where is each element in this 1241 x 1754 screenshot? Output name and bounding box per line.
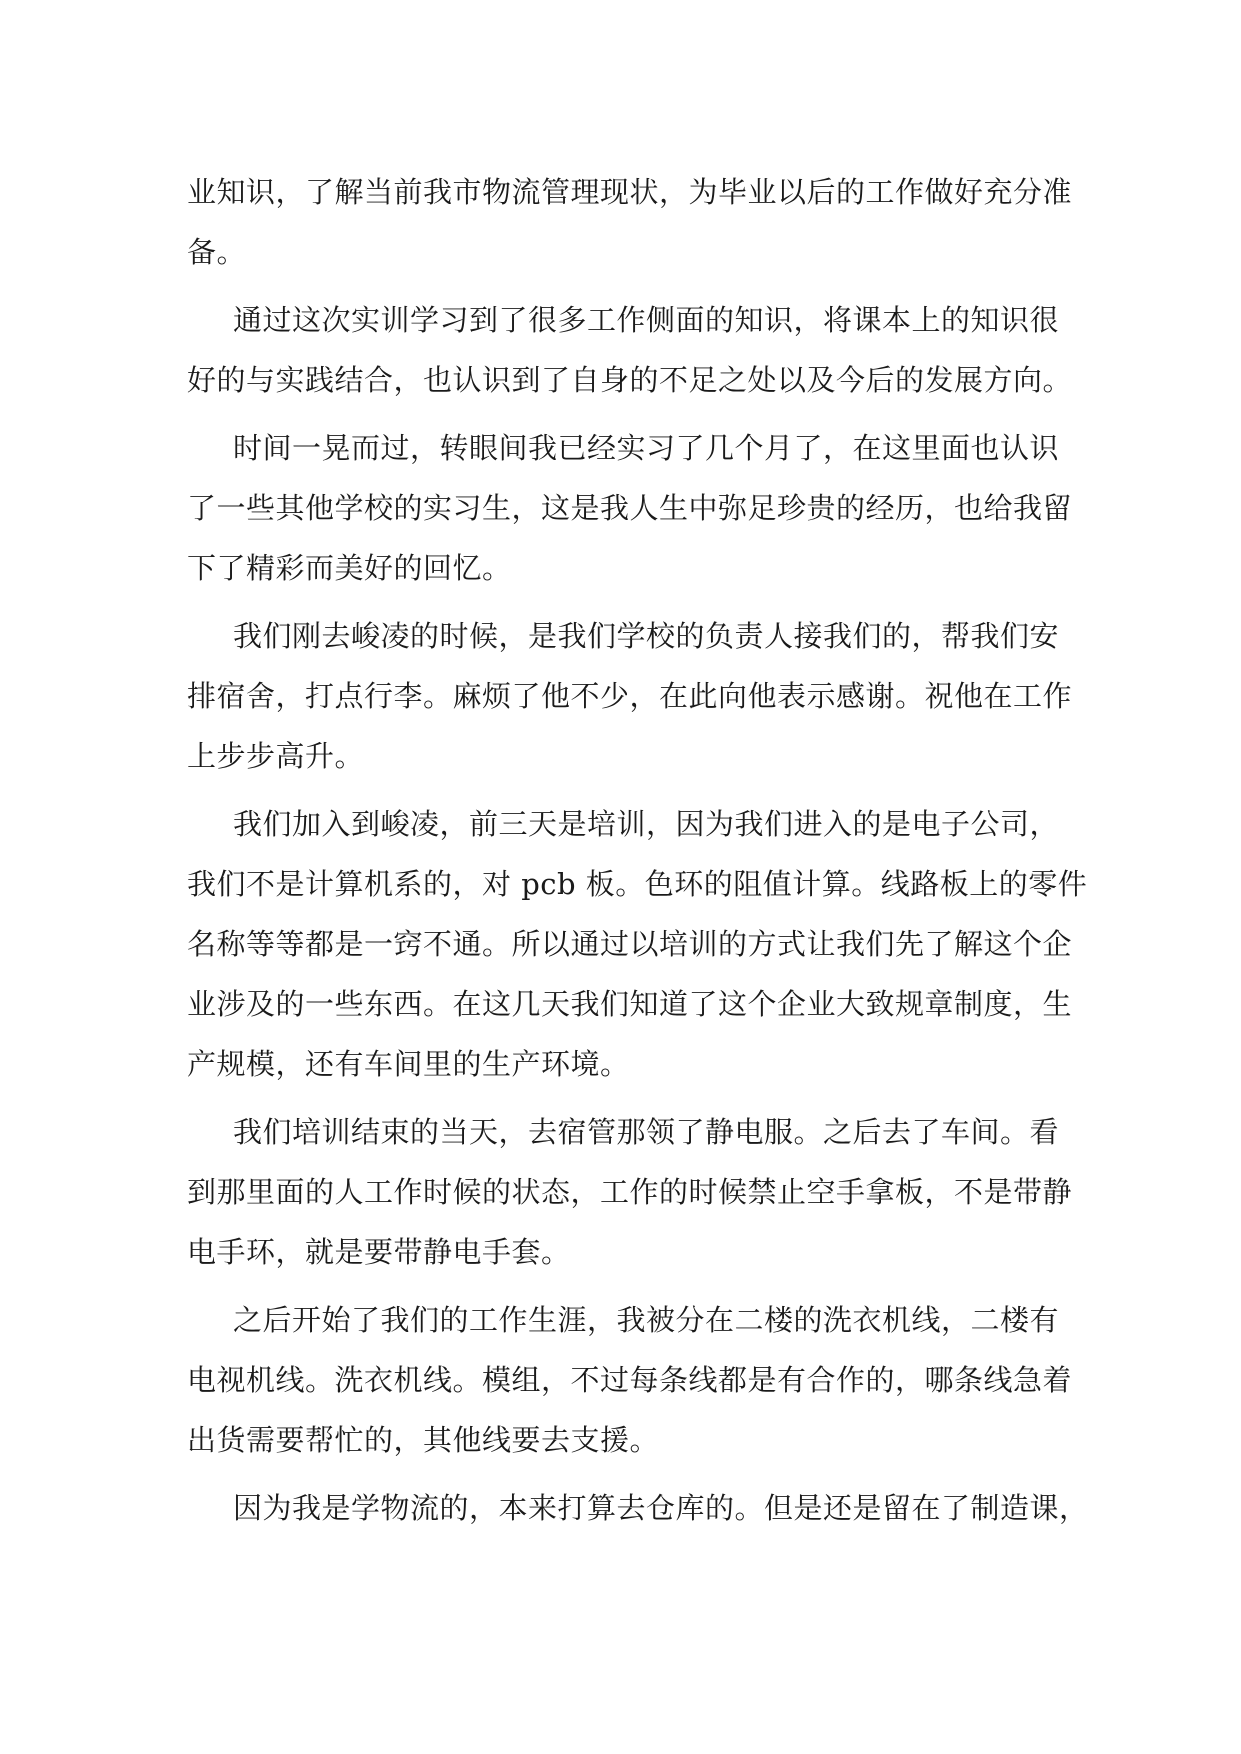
paragraph-4 <box>187 606 1073 786</box>
text-line: 之后开始了我们的工作生涯，我被分在二楼的洗衣机线，二楼有 <box>233 1303 1060 1337</box>
text-line: 我们培训结束的当天，去宿管那领了静电服。之后去了车间。看 <box>233 1115 1060 1149</box>
document-body <box>187 162 1089 1546</box>
text-line: 我们加入到峻凌，前三天是培训，因为我们进入的是电子公司， <box>233 807 1060 841</box>
text-line: 下了精彩而美好的回忆。 <box>187 551 512 585</box>
text-line: 我们不是计算机系的，对 pcb 板。色环的阻值计算。线路板上的零件 <box>187 867 1088 901</box>
text-line: 电手环，就是要带静电手套。 <box>187 1235 571 1269</box>
text-line: 了一些其他学校的实习生，这是我人生中弥足珍贵的经历，也给我留 <box>187 491 1073 525</box>
text-line: 业知识，了解当前我市物流管理现状，为毕业以后的工作做好充分准 <box>187 175 1073 209</box>
paragraph-2 <box>187 290 1073 410</box>
paragraph-6 <box>187 1102 1073 1282</box>
paragraph-8 <box>187 1478 1089 1538</box>
paragraph-7 <box>187 1290 1073 1470</box>
paragraph-1 <box>187 162 1073 282</box>
text-line: 电视机线。洗衣机线。模组，不过每条线都是有合作的，哪条线急着 <box>187 1363 1073 1397</box>
text-line: 出货需要帮忙的，其他线要去支援。 <box>187 1423 660 1457</box>
text-line: 名称等等都是一窍不通。所以通过以培训的方式让我们先了解这个企 <box>187 927 1073 961</box>
text-line: 好的与实践结合，也认识到了自身的不足之处以及今后的发展方向。 <box>187 363 1073 397</box>
text-line: 到那里面的人工作时候的状态，工作的时候禁止空手拿板，不是带静 <box>187 1175 1073 1209</box>
text-line: 时间一晃而过，转眼间我已经实习了几个月了，在这里面也认识 <box>233 431 1060 465</box>
paragraph-5 <box>187 794 1088 1094</box>
text-line: 上步步高升。 <box>187 739 365 773</box>
text-line: 我们刚去峻凌的时候，是我们学校的负责人接我们的，帮我们安 <box>233 619 1060 653</box>
text-line: 排宿舍，打点行李。麻烦了他不少，在此向他表示感谢。祝他在工作 <box>187 679 1073 713</box>
text-line: 因为我是学物流的，本来打算去仓库的。但是还是留在了制造课， <box>233 1491 1089 1525</box>
paragraph-3 <box>187 418 1073 598</box>
text-line: 备。 <box>187 235 247 269</box>
text-line: 产规模，还有车间里的生产环境。 <box>187 1047 630 1081</box>
text-line: 业涉及的一些东西。在这几天我们知道了这个企业大致规章制度，生 <box>187 987 1073 1021</box>
text-line: 通过这次实训学习到了很多工作侧面的知识，将课本上的知识很 <box>233 303 1060 337</box>
